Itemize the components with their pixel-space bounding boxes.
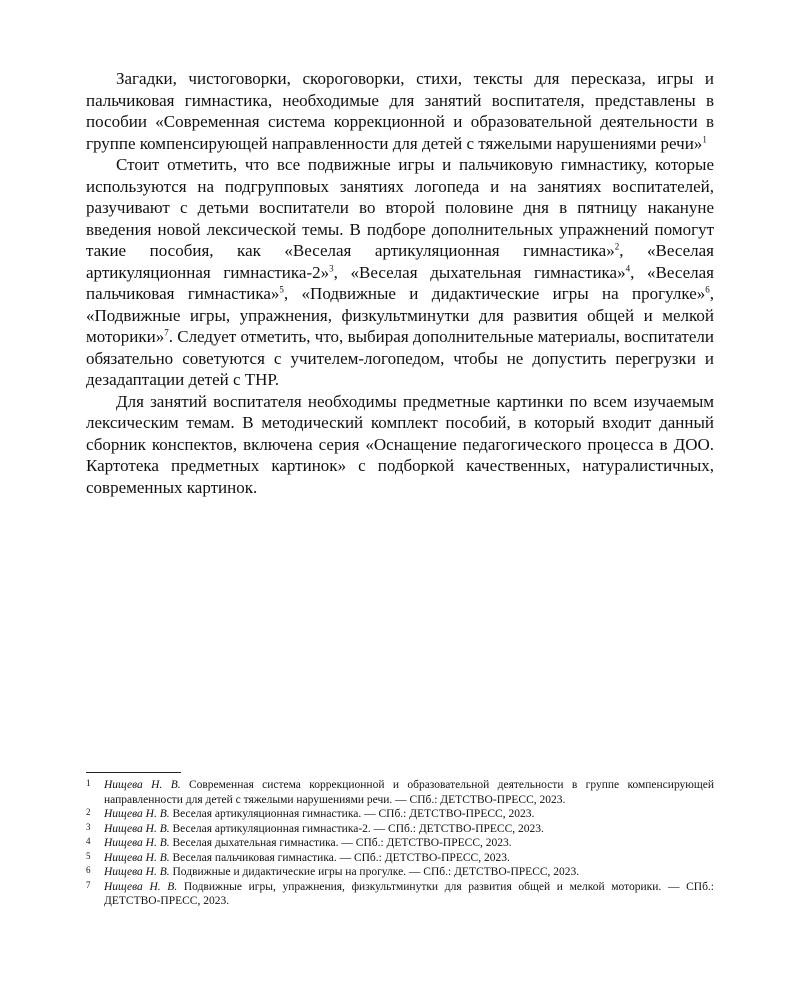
footnote-author: Нищева Н. В. bbox=[104, 822, 170, 835]
footnote-author: Нищева Н. В. bbox=[104, 837, 170, 849]
footnote-text: Веселая пальчиковая гимнастика. — СПб.: ДЕТСТВО-ПРЕСС, 2023. bbox=[169, 851, 510, 864]
footnote bbox=[86, 880, 714, 909]
footnote-ref[interactable]: 1 bbox=[702, 133, 707, 144]
footnote-text: Современная система коррекционной и образовательной деятельности в группе компенсирующей направленности для детей с тяжелыми нарушениями речи. — СПб.: ДЕТСТВО-ПРЕСС, 2023. bbox=[104, 779, 714, 806]
footnote-text: Веселая артикуляционная гимнастика. — СПб.: ДЕТСТВО-ПРЕСС, 2023. bbox=[169, 808, 535, 820]
footnote-ref[interactable]: 6 bbox=[705, 284, 710, 295]
footnote bbox=[86, 807, 714, 822]
paragraph-text: , «Подвижные игры, упражнения, физкультминутки для развития общей и мелкой моторики» bbox=[86, 284, 714, 346]
footnote-ref[interactable]: 7 bbox=[164, 327, 169, 338]
page-body bbox=[86, 68, 714, 498]
body-text bbox=[86, 68, 714, 498]
paragraph bbox=[86, 391, 714, 499]
footnote-number: 6 bbox=[86, 865, 91, 875]
paragraph-text: , «Веселая дыхательная гимнастика» bbox=[333, 262, 626, 282]
footnote-author: Нищева Н. В. bbox=[104, 866, 170, 878]
footnote-author: Нищева Н. В. bbox=[104, 880, 178, 893]
footnote-number: 5 bbox=[86, 850, 91, 861]
footnote-text: Веселая артикуляционная гимнастика-2. — СПб.: ДЕТСТВО-ПРЕСС, 2023. bbox=[169, 822, 544, 835]
paragraph-text: . Следует отметить, что, выбирая дополнительные материалы, воспитатели обязательно советуются с учителем-логопедом, чтобы не допустить перегрузки и дезадаптации детей с ТНР. bbox=[86, 327, 714, 389]
footnote-ref[interactable]: 4 bbox=[625, 262, 631, 273]
paragraph-text: Загадки, чистоговорки, скороговорки, стихи, тексты для пересказа, игры и пальчиковая гимнастика, необходимые для занятий воспитателя, представлены в пособии «Современная система коррекционной и образовательной деятельности в группе компенсирующей направленности для детей с тяжелыми нарушениями речи» bbox=[86, 69, 714, 153]
paragraph-text: , «Подвижные и дидактические игры на прогулке» bbox=[283, 284, 706, 303]
footnotes-section bbox=[86, 772, 714, 909]
paragraph bbox=[86, 68, 714, 154]
paragraph-text: Для занятий воспитателя необходимы предметные картинки по всем изучаемым лексическим темам. В методический комплект пособий, в который входит данный сборник конспектов, включена серия «Оснащение педагогического процесса в ДОО. Картотека предметных картинок» с подборкой качественных, натуралистичных, современных картинок. bbox=[86, 391, 714, 497]
footnote-author: Нищева Н. В. bbox=[104, 808, 170, 820]
footnote-ref[interactable]: 2 bbox=[614, 241, 620, 252]
footnote-text: Подвижные игры, упражнения, физкультминутки для развития общей и мелкой моторики. — СПб.: ДЕТСТВО-ПРЕСС, 2023. bbox=[104, 880, 715, 907]
footnote bbox=[86, 865, 714, 880]
paragraph-text: , «Веселая артикуляционная гимнастика-2» bbox=[86, 241, 714, 282]
footnote-number: 2 bbox=[86, 807, 91, 817]
footnote-author: Нищева Н. В. bbox=[104, 851, 170, 864]
footnote bbox=[86, 836, 714, 851]
paragraph-text: , «Веселая пальчиковая гимнастика» bbox=[86, 262, 714, 303]
footnote-ref[interactable]: 3 bbox=[329, 262, 334, 273]
footnote-number: 4 bbox=[86, 836, 91, 846]
footnote bbox=[86, 851, 714, 866]
paragraph bbox=[86, 154, 714, 391]
paragraph-text: Стоит отметить, что все подвижные игры и пальчиковую гимнастику, которые используются на подгрупповых занятиях логопеда и на занятиях воспитателей, разучивают с детьми воспитатели во второй половине дня в пятницу накануне введения новой лексической темы. В подборе дополнительных упражнений помогут такие пособия, как «Веселая артикуляционная гимнастика» bbox=[86, 155, 714, 260]
footnote-author: Нищева Н. В. bbox=[104, 779, 181, 791]
footnote-number: 1 bbox=[86, 778, 91, 788]
footnote-text: Подвижные и дидактические игры на прогулке. — СПб.: ДЕТСТВО-ПРЕСС, 2023. bbox=[169, 866, 580, 878]
footnote bbox=[86, 822, 714, 837]
footnote-ref[interactable]: 5 bbox=[279, 284, 284, 295]
footnote bbox=[86, 778, 714, 807]
footnote-text: Веселая дыхательная гимнастика. — СПб.: ДЕТСТВО-ПРЕСС, 2023. bbox=[169, 837, 512, 849]
footnote-divider bbox=[86, 772, 181, 773]
footnote-number: 7 bbox=[86, 879, 91, 890]
footnote-number: 3 bbox=[86, 821, 91, 832]
